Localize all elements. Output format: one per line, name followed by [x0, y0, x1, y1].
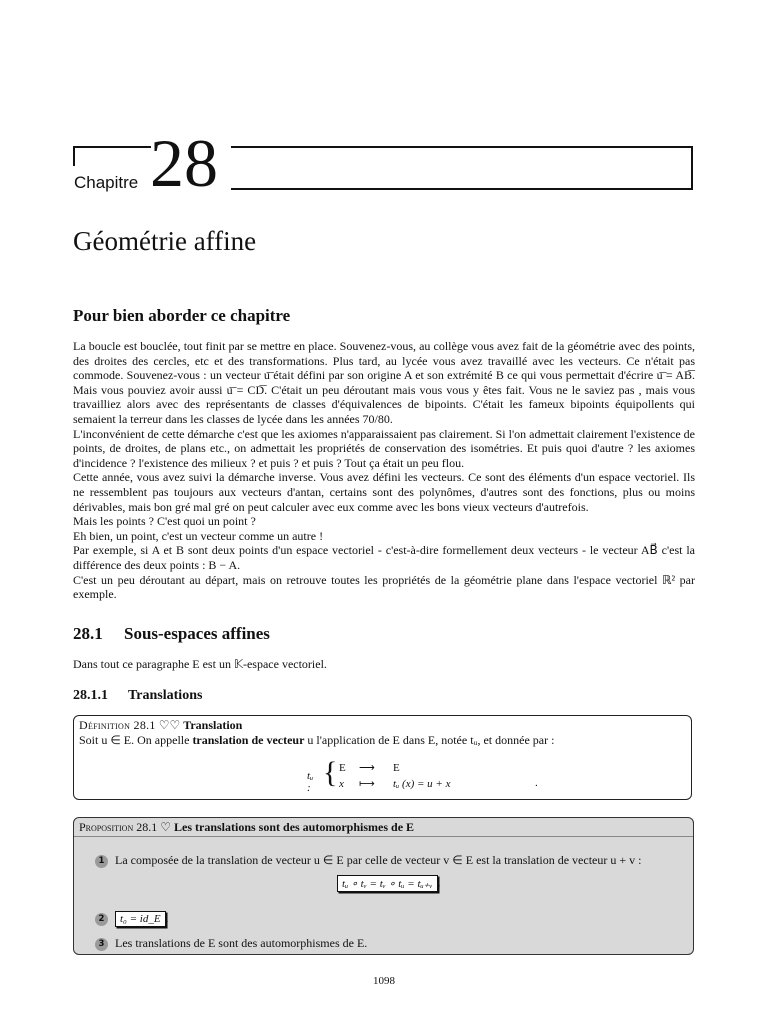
- brace-icon: {: [323, 756, 338, 789]
- intro-paragraph: Cette année, vous avez suivi la démarche inverse. Vous avez défini les vecteurs. Ce sont des éléments d'un espace vectoriel. Ils ne ressemblent pas toujours aux vecteurs d'antan, certains sont des polynômes, d'autres sont des fonctions, plus ou moins dérivables, mais bon gré mal gré on peut calculer avec eux comme avec les bons vieux vecteurs d'autrefois.: [73, 470, 695, 514]
- proposition-header: [79, 820, 414, 835]
- formula-domain: E: [339, 762, 346, 774]
- formula-dot: .: [165, 911, 169, 925]
- intro-paragraph: La boucle est bouclée, tout finit par se mettre en place. Souvenez-vous, au collège vous avez fait de la géométrie avec des points, des droites des cercles, etc et des transformations. Plus tard, au lycée vous avez travaillé avec les vecteurs. Ce n'était pas commode. Souvenez-vous : un vecteur u͞ était défini par son origine A et son extrémité B ce qui vous permettait d'écrire u͞ = AB͞. Mais vous pouviez avoir aussi u͞ = CD͞. C'était un peu déroutant mais vous vous y êtes fait. Vous ne le saviez pas , mais vous travailliez alors avec des représentants de classes d'équivalences de bipoints. C'était les fameux bipoints équipollents qui semaient la terreur dans les classes de lycée dans les années 70/80.: [73, 339, 695, 426]
- section-number: 28.1: [73, 624, 103, 643]
- definition-label: Définition 28.1: [79, 718, 156, 732]
- frame-line: [73, 146, 75, 166]
- arrow-icon: ⟶: [359, 762, 375, 774]
- definition-title: Translation: [183, 718, 243, 732]
- intro-paragraph: Eh bien, un point, c'est un vecteur comme un autre !: [73, 528, 324, 543]
- section-title: Sous-espaces affines: [124, 624, 270, 643]
- formula-row: [339, 777, 450, 790]
- item-text: La composée de la translation de vecteur u ∈ E par celle de vecteur v ∈ E est la translation de vecteur u + v :: [115, 853, 642, 867]
- definition-term: translation de vecteur: [192, 733, 305, 747]
- heart-icon: ♡: [160, 820, 171, 834]
- number-badge: 1: [95, 855, 108, 868]
- mapsto-icon: ⟼: [359, 778, 375, 790]
- proposition-label: Proposition 28.1: [79, 820, 158, 834]
- boxed-formula: t₀ = id_E: [115, 911, 166, 927]
- intro-heading: Pour bien aborder ce chapitre: [73, 306, 291, 325]
- intro-paragraph: Par exemple, si A et B sont deux points d'un espace vectoriel - c'est-à-dire formellement deux vecteurs - le vecteur AB⃗ c'est la différence des deux points : B − A.: [73, 543, 695, 572]
- formula-variable: x: [339, 778, 344, 790]
- divider: [74, 836, 693, 837]
- boxed-formula: tᵤ ∘ tᵥ = tᵥ ∘ tᵤ = tᵤ₊ᵥ: [337, 875, 438, 892]
- hearts-icon: ♡♡: [158, 718, 181, 732]
- chapter-word: Chapitre: [74, 173, 139, 192]
- subsection-number: 28.1.1: [73, 688, 108, 703]
- intro-paragraph: C'est un peu déroutant au départ, mais on retrouve toutes les propriétés de la géométrie plane dans l'espace vectoriel ℝ² par exemple.: [73, 572, 695, 602]
- frame-line: [73, 146, 151, 148]
- intro-paragraph: Mais les points ? C'est quoi un point ?: [73, 514, 256, 529]
- section-heading: [73, 624, 270, 644]
- page-number: 1098: [373, 975, 395, 987]
- list-item: [95, 853, 641, 868]
- definition-text-end: u l'application de E dans E, notée tᵤ, et donnée par :: [304, 733, 555, 747]
- formula-row: [339, 761, 400, 774]
- chapter-number: 28: [150, 125, 218, 201]
- definition-body: [79, 733, 554, 748]
- formula-codomain: E: [393, 762, 400, 774]
- formula-image: tᵤ (x) = u + x: [393, 778, 451, 790]
- frame-line: [231, 146, 693, 148]
- subsection-heading: [73, 688, 202, 704]
- chapter-title: Géométrie affine: [73, 226, 257, 256]
- formula-dot: .: [535, 777, 538, 789]
- formula-box: [337, 875, 441, 892]
- number-badge: 2: [95, 913, 108, 926]
- definition-text-start: Soit u ∈ E. On appelle: [79, 733, 193, 747]
- formula-dot: .: [437, 875, 441, 890]
- section-intro-line: Dans tout ce paragraphe E est un 𝕂-espace vectoriel.: [73, 657, 327, 671]
- definition-header: [79, 718, 242, 733]
- frame-line: [691, 146, 693, 190]
- subsection-title: Translations: [128, 688, 203, 703]
- definition-box: [73, 715, 692, 800]
- proposition-title: Les translations sont des automorphismes de E: [174, 820, 415, 834]
- number-badge: 3: [95, 938, 108, 951]
- intro-paragraph: L'inconvénient de cette démarche c'est que les axiomes n'apparaissaient pas clairement. Si l'on admettait clairement l'existence de points, de droites, de plans etc., on admettait les propriétés de conservation des isométries. Et puis quoi d'autre ? les axiomes d'incidence ? l'existence des milieux ? et puis ? et puis ? Tout ça était un peu flou.: [73, 426, 695, 470]
- list-item: [95, 911, 169, 927]
- intro-text: [73, 339, 695, 602]
- frame-line: [231, 188, 693, 190]
- proposition-box: [73, 817, 694, 955]
- item-text: Les translations de E sont des automorphismes de E.: [115, 936, 368, 950]
- map-label: tᵤ :: [307, 770, 314, 794]
- list-item: [95, 936, 367, 951]
